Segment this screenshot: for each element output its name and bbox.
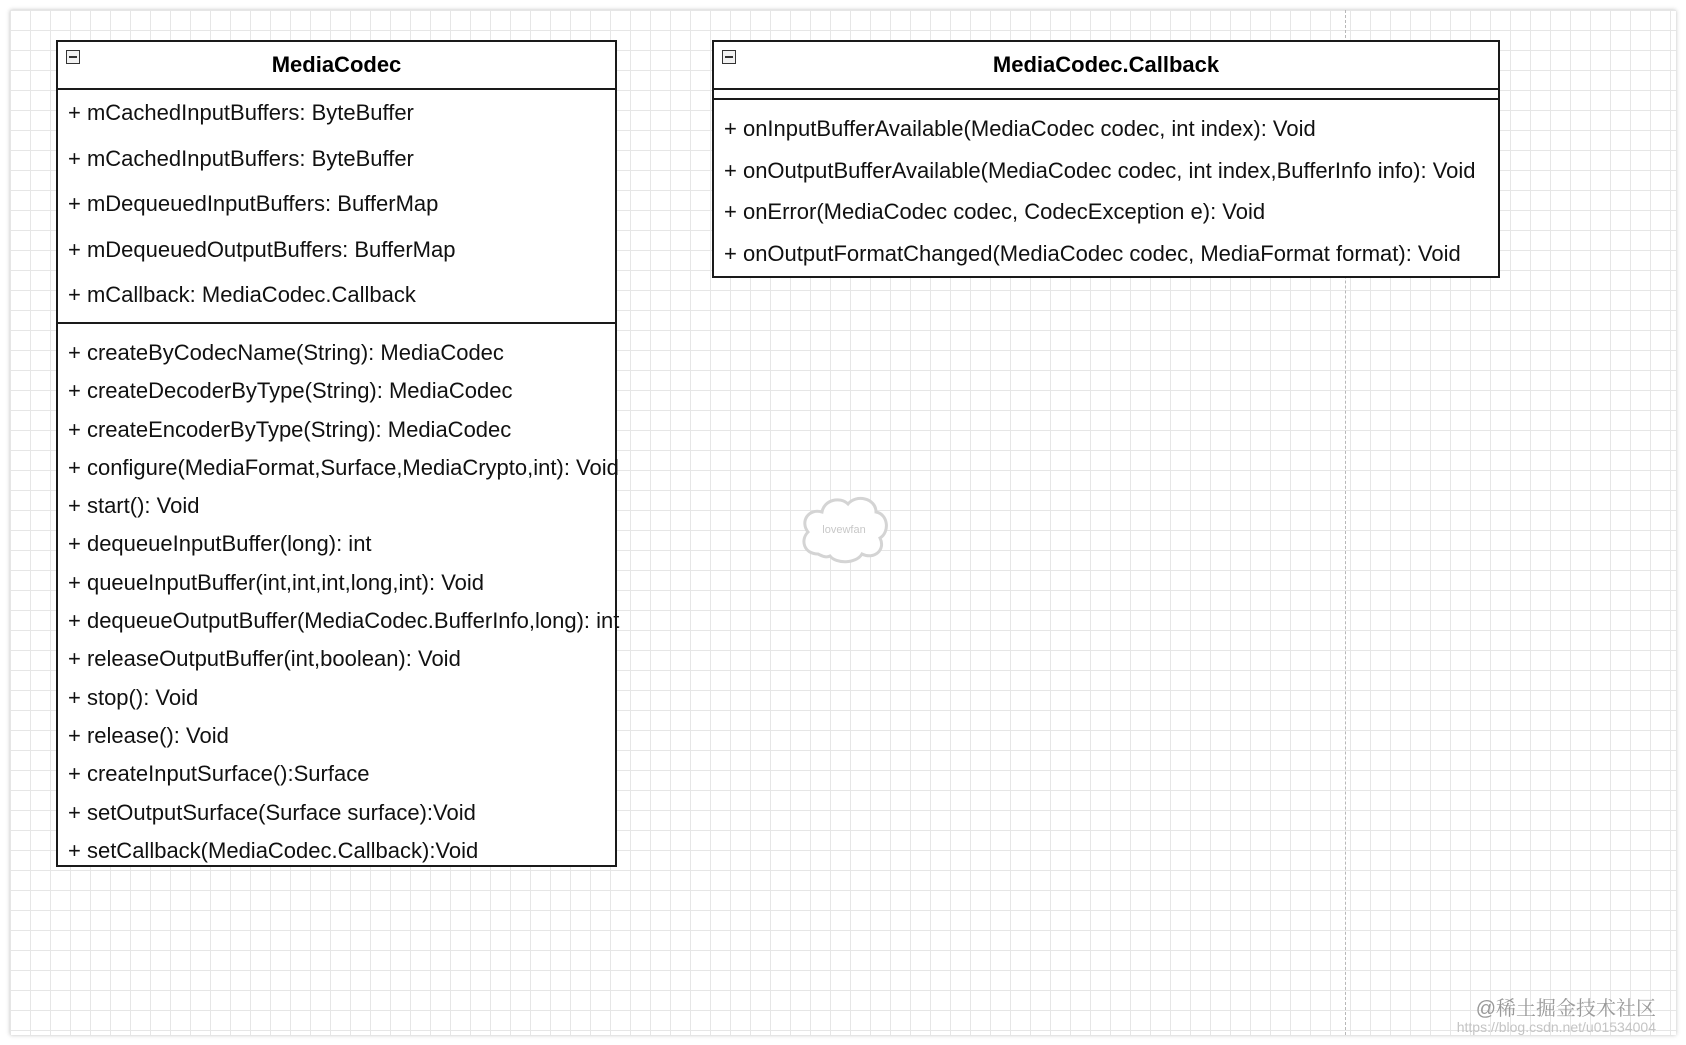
method-row[interactable]: + createInputSurface():Surface (68, 761, 370, 787)
attribute-row[interactable]: + mCachedInputBuffers: ByteBuffer (68, 100, 414, 125)
method-row[interactable]: + createByCodecName(String): MediaCodec (68, 340, 504, 365)
attribute-row[interactable]: + mDequeuedInputBuffers: BufferMap (68, 191, 439, 216)
method-row[interactable]: + dequeueInputBuffer(long): int (68, 531, 372, 557)
methods-section (714, 98, 1498, 274)
class-media-codec[interactable] (56, 40, 620, 867)
method-row[interactable]: + onError(MediaCodec codec, CodecException e): Void (724, 199, 1266, 224)
method-row[interactable]: + onOutputFormatChanged(MediaCodec codec, MediaFormat format): Void (724, 240, 1461, 266)
class-header[interactable] (58, 42, 615, 90)
method-row[interactable]: + setOutputSurface(Surface surface):Void (68, 799, 476, 825)
method-row[interactable]: + start(): Void (68, 493, 200, 519)
method-row[interactable]: + onInputBufferAvailable(MediaCodec codec, int index): Void (724, 116, 1316, 141)
class-media-codec-callback[interactable] (712, 40, 1500, 278)
method-row[interactable]: + dequeueOutputBuffer(MediaCodec.BufferInfo,long): int (68, 608, 620, 634)
cloud-watermark-text: lovewfan (822, 524, 866, 536)
methods-section (58, 322, 620, 870)
attribute-row[interactable]: + mCallback: MediaCodec.Callback (68, 282, 416, 307)
footer-watermark: @稀土掘金技术社区 (1475, 998, 1656, 1020)
method-row[interactable]: + stop(): Void (68, 684, 199, 710)
method-row[interactable]: + queueInputBuffer(int,int,int,long,int): Void (68, 569, 485, 595)
method-row[interactable]: + releaseOutputBuffer(int,boolean): Void (68, 646, 461, 672)
method-row[interactable]: + release(): Void (68, 722, 229, 748)
collapse-icon[interactable] (66, 50, 80, 64)
method-row[interactable]: + setCallback(MediaCodec.Callback):Void (68, 837, 479, 863)
diagram-canvas (10, 10, 1676, 1035)
method-row[interactable]: + createEncoderByType(String): MediaCodec (68, 416, 512, 442)
attribute-row[interactable]: + mCachedInputBuffers: ByteBuffer (68, 145, 414, 171)
attributes-section (58, 90, 615, 322)
method-row[interactable]: + onOutputBufferAvailable(MediaCodec codec, int index,BufferInfo info): Void (724, 157, 1476, 183)
cloud-watermark (796, 490, 892, 566)
class-name: MediaCodec (271, 52, 402, 77)
attributes-section (714, 90, 1498, 98)
method-row[interactable]: + configure(MediaFormat,Surface,MediaCrypto,int): Void (68, 454, 619, 480)
collapse-icon[interactable] (722, 50, 736, 64)
class-header[interactable] (714, 42, 1498, 90)
footer-url-watermark: https://blog.csdn.net/u01534004 (1456, 1019, 1656, 1035)
class-name: MediaCodec.Callback (992, 52, 1220, 77)
method-row[interactable]: + createDecoderByType(String): MediaCodec (68, 378, 513, 404)
attribute-row[interactable]: + mDequeuedOutputBuffers: BufferMap (68, 236, 456, 262)
